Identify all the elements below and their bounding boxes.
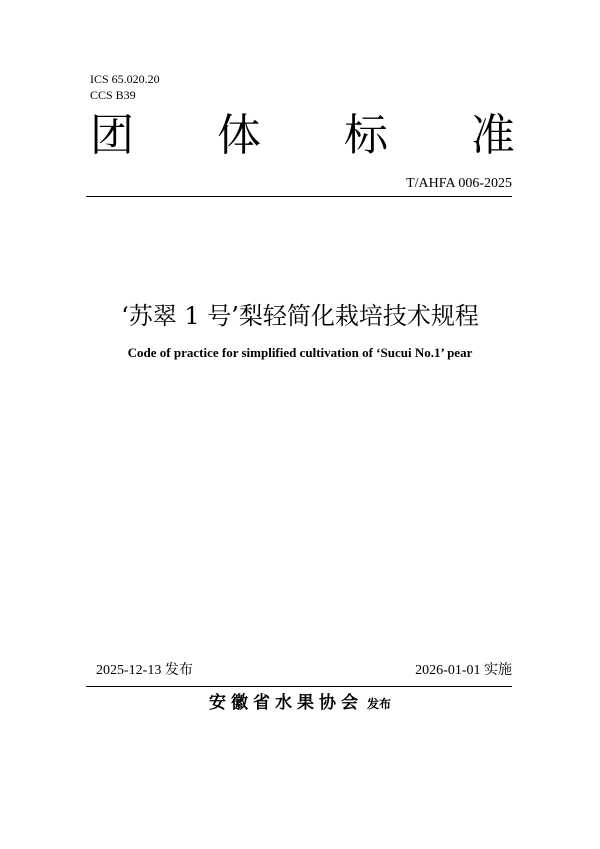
ics-code: ICS 65.020.20 bbox=[90, 72, 160, 86]
classification-codes bbox=[90, 71, 160, 103]
publisher-action: 发布 bbox=[366, 697, 391, 711]
publisher-organization: 安徽省水果协会 bbox=[208, 693, 363, 713]
standard-type-char: 标 bbox=[344, 110, 388, 161]
english-title: Code of practice for simplified cultivation of ‘Sucui No.1’ pear bbox=[127, 345, 473, 360]
standard-type-heading bbox=[90, 108, 515, 164]
ccs-code: CCS B39 bbox=[90, 88, 136, 102]
issue-date: 2025-12-13 发布 bbox=[96, 663, 193, 678]
bottom-divider bbox=[86, 686, 512, 687]
publisher-line bbox=[0, 690, 600, 717]
chinese-title: ‘苏翠 1 号’梨轻简化栽培技术规程 bbox=[121, 302, 479, 330]
implementation-date: 2026-01-01 实施 bbox=[415, 663, 512, 678]
standard-type-char: 体 bbox=[217, 110, 261, 161]
standard-type-char: 准 bbox=[471, 110, 515, 161]
top-divider bbox=[86, 196, 512, 197]
standard-type-char: 团 bbox=[90, 110, 134, 161]
standard-number: T/AHFA 006-2025 bbox=[406, 176, 512, 191]
